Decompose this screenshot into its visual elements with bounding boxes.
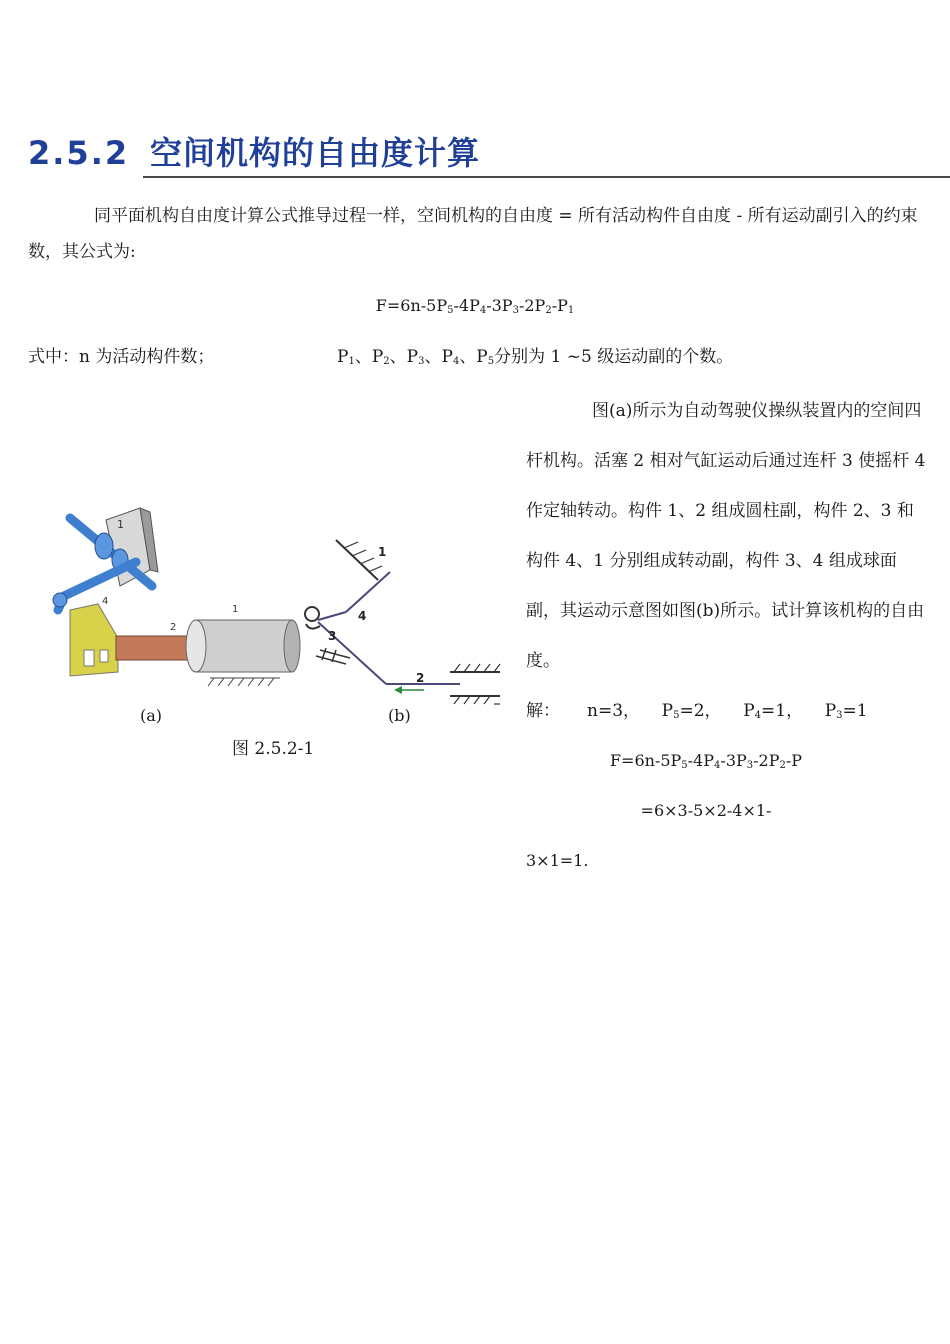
problem-statement: 图(a)所示为自动驾驶仪操纵装置内的空间四杆机构。活塞 2 相对气缸运动后通过连杆 3 使摇杆 4 作定轴转动。构件 1、2 组成圆柱副，构件 2、3 和构件 4、1 分别组成转动副，构件 3、4 组成球面副，其运动示意图如图(b)所示。试计算该机构的自由度。 [526,401,926,671]
label-3b: 3 [328,629,337,643]
section-title: 空间机构的自由度计算 [150,134,481,172]
figure-caption: 图 2.5.2-1 [232,739,315,759]
label-4b: 4 [358,609,367,623]
solution-formula: $F=6n-5P_5-4P_4-3P_3-2P_2-P$ [609,751,803,771]
dof-formula: $F=6n-5P_5-4P_4-3P_3-2P_2-P_1$ [375,296,575,316]
intro-paragraph: 同平面机构自由度计算公式推导过程一样，空间机构的自由度 = 所有活动构件自由度 - 所有运动副引入的约束数，其公式为: [28,206,918,262]
where-p: $P_1$、$P_2$、$P_3$、$P_4$、$P_5$分别为 1 ~5 级运动副的个数。 [337,347,734,367]
solution [526,686,926,886]
heading-rule [143,176,950,178]
label-1a-cyl: 1 [232,604,239,615]
label-4a: 4 [102,596,109,607]
solution-calc-1: =6×3-5×2-4×1- [640,801,772,820]
figure-label-b: (b) [388,706,411,725]
mechanism-figure [40,500,510,720]
solution-calc-2: 3×1=1. [526,851,589,870]
section-heading [28,128,480,174]
label-2a: 2 [170,622,177,633]
section-number: 2.5.2 [28,134,130,172]
figure-label-a: (a) [140,706,163,725]
label-1a: 1 [117,518,124,531]
solution-params: 解： n=3， $P_5=2$， $P_4=1$， $P_3=1$ [526,701,868,721]
figure-a-illustration [53,508,300,686]
figure-b-schematic [305,540,500,704]
label-1b: 1 [378,545,387,559]
label-2b: 2 [416,671,425,685]
where-n: 式中：n 为活动构件数； [28,347,215,367]
